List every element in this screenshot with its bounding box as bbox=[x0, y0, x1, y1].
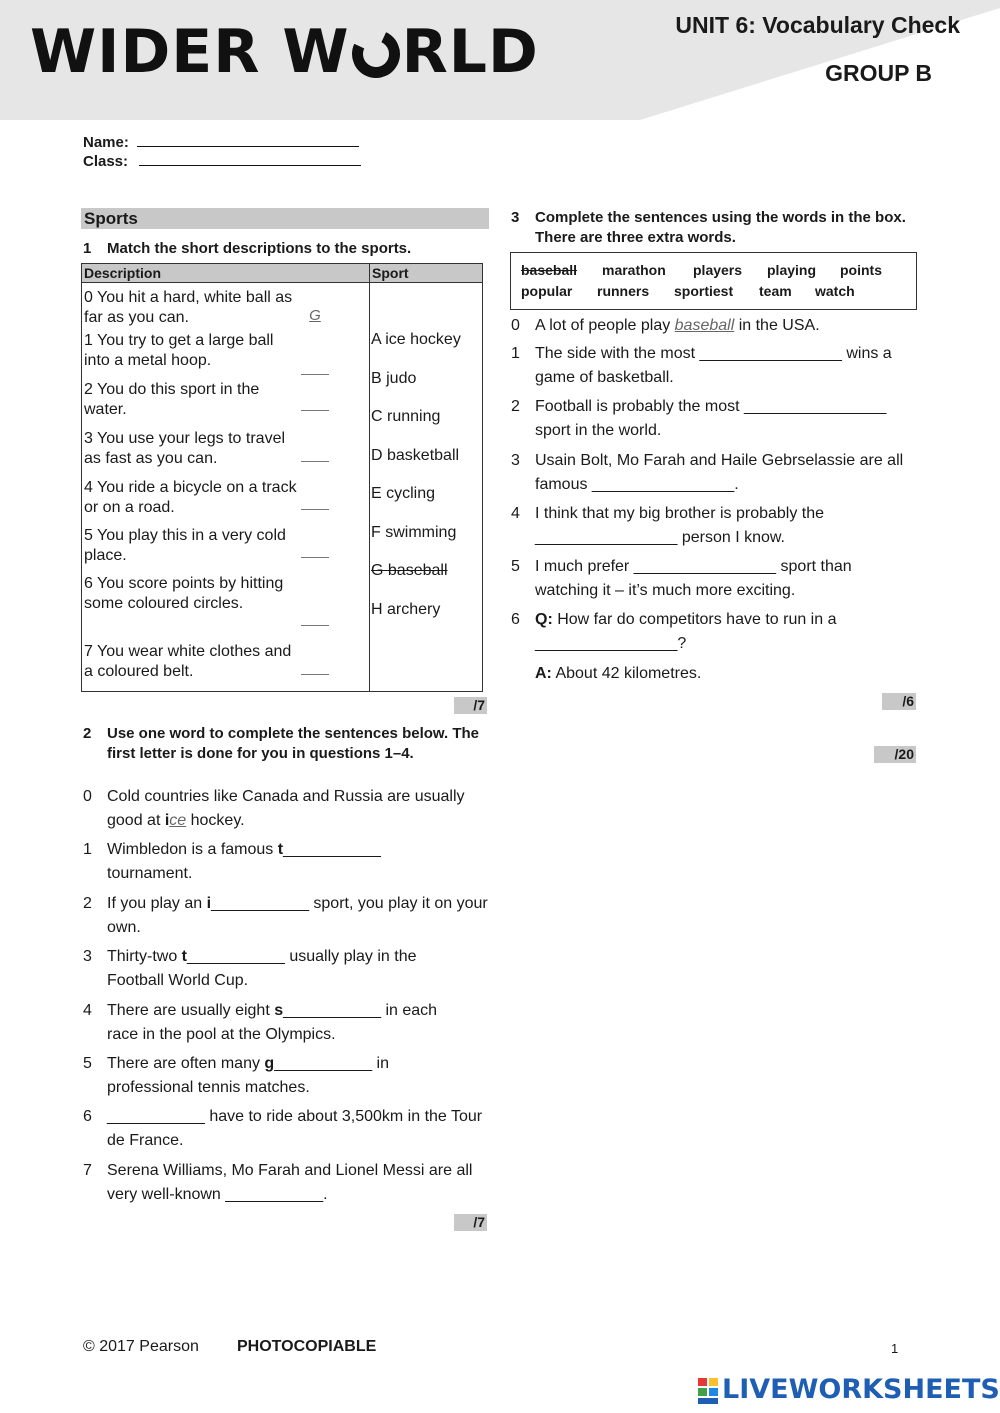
word-box bbox=[510, 252, 917, 310]
q3-item-1[interactable]: 1 The side with the most ________________ wins a game of basketball. bbox=[511, 345, 892, 386]
q2-item-1[interactable]: 1 Wimbledon is a famous t___________ tournament. bbox=[83, 841, 381, 882]
name-field[interactable]: Name: bbox=[83, 132, 359, 151]
q3-example: 0 A lot of people play baseball in the USA. bbox=[511, 317, 820, 334]
sport-b: B judo bbox=[371, 370, 417, 387]
photocopiable-label: PHOTOCOPIABLE bbox=[237, 1338, 377, 1355]
q2-instruction: 2 Use one word to complete the sentences below. The first letter is done for you in questions 1–4. bbox=[83, 725, 480, 762]
col-sport: Sport bbox=[370, 264, 482, 283]
q3-item-3[interactable]: 3 Usain Bolt, Mo Farah and Haile Gebrselassie are all famous ________________. bbox=[511, 452, 904, 493]
liveworksheets-icon bbox=[697, 1376, 721, 1406]
q2-score: /7 bbox=[454, 1214, 487, 1231]
total-score: /20 bbox=[874, 746, 916, 763]
q2-item-2[interactable]: 2 If you play an i___________ sport, you play it on your own. bbox=[83, 895, 488, 936]
col-description: Description bbox=[82, 264, 369, 283]
q2-item-3[interactable]: 3 Thirty-two t___________ usually play in the Football World Cup. bbox=[83, 948, 417, 989]
q2-item-4[interactable]: 4 There are usually eight s___________ in each race in the pool at the Olympics. bbox=[83, 1002, 438, 1043]
section-title: Sports bbox=[81, 208, 489, 229]
page-number: 1 bbox=[891, 1341, 899, 1356]
answer-1-blank[interactable] bbox=[301, 374, 329, 375]
word-runners: runners bbox=[597, 283, 650, 299]
sport-e: E cycling bbox=[371, 485, 436, 502]
q3-item-5[interactable]: 5 I much prefer ________________ sport than watching it – it’s much more exciting. bbox=[511, 558, 852, 599]
description-3: 3 You use your legs to travel as fast as you can. bbox=[84, 430, 286, 467]
word-sportiest: sportiest bbox=[674, 283, 734, 299]
word-points: points bbox=[840, 262, 882, 278]
word-team: team bbox=[759, 283, 792, 299]
word-marathon: marathon bbox=[602, 262, 666, 278]
q1-score: /7 bbox=[454, 697, 487, 714]
logo-o-ring bbox=[345, 23, 407, 85]
sport-c: C running bbox=[371, 408, 441, 425]
q3-score: /6 bbox=[882, 693, 916, 710]
description-5: 5 You play this in a very cold place. bbox=[84, 527, 286, 564]
q3-item-4[interactable]: 4 I think that my big brother is probably the ________________ person I know. bbox=[511, 505, 825, 546]
description-4: 4 You ride a bicycle on a track or on a road. bbox=[84, 479, 297, 516]
answer-5-blank[interactable] bbox=[301, 557, 329, 558]
q2-item-5[interactable]: 5 There are often many g___________ in professional tennis matches. bbox=[83, 1055, 389, 1096]
q3-item-6[interactable]: 6 Q: How far do competitors have to run in a ________________? bbox=[511, 611, 837, 652]
answer-4-blank[interactable] bbox=[301, 509, 329, 510]
answer-6-blank[interactable] bbox=[301, 625, 329, 626]
q2-example: 0 Cold countries like Canada and Russia are usually good at ice hockey. bbox=[83, 788, 465, 829]
description-7: 7 You wear white clothes and a coloured belt. bbox=[84, 643, 292, 680]
liveworksheets-brand: LIVEWORKSHEETS bbox=[722, 1374, 1000, 1405]
description-6: 6 You score points by hitting some coloured circles. bbox=[84, 575, 284, 612]
description-0: 0 You hit a hard, white ball as far as you can. bbox=[84, 289, 293, 326]
description-1: 1 You try to get a large ball into a metal hoop. bbox=[84, 332, 274, 369]
q3-item-6-answer: A: About 42 kilometres. bbox=[535, 665, 702, 682]
sport-f: F swimming bbox=[371, 524, 457, 541]
sport-d: D basketball bbox=[371, 447, 460, 464]
answer-0: G bbox=[309, 307, 321, 324]
class-line[interactable] bbox=[139, 151, 361, 166]
q2-item-7[interactable]: 7 Serena Williams, Mo Farah and Lionel Messi are all very well-known ___________. bbox=[83, 1162, 473, 1203]
group-title: GROUP B bbox=[825, 60, 932, 86]
class-field[interactable]: Class: bbox=[83, 151, 361, 170]
match-table bbox=[81, 263, 483, 692]
q1-instruction: 1 Match the short descriptions to the sports. bbox=[83, 240, 412, 257]
answer-3-blank[interactable] bbox=[301, 461, 329, 462]
word-baseball: baseball bbox=[521, 262, 578, 278]
q2-item-6[interactable]: 6 ___________ have to ride about 3,500km in the Tour de France. bbox=[83, 1108, 483, 1149]
description-2: 2 You do this sport in the water. bbox=[84, 381, 260, 418]
unit-title: UNIT 6: Vocabulary Check bbox=[675, 12, 960, 38]
q3-item-2[interactable]: 2 Football is probably the most ________________ sport in the world. bbox=[511, 398, 887, 439]
answer-7-blank[interactable] bbox=[301, 674, 329, 675]
name-line[interactable] bbox=[137, 132, 359, 147]
word-watch: watch bbox=[815, 283, 855, 299]
sport-g: G baseball bbox=[371, 562, 448, 579]
sport-a: A ice hockey bbox=[371, 331, 461, 348]
wider-world-logo: WIDER W RLD bbox=[30, 17, 539, 87]
word-players: players bbox=[693, 262, 743, 278]
q3-instruction: 3 Complete the sentences using the words in the box. There are three extra words. bbox=[511, 209, 906, 246]
sport-h: H archery bbox=[371, 601, 441, 618]
word-popular: popular bbox=[521, 283, 573, 299]
copyright: © 2017 Pearson bbox=[83, 1338, 199, 1355]
answer-2-blank[interactable] bbox=[301, 410, 329, 411]
word-playing: playing bbox=[767, 262, 817, 278]
